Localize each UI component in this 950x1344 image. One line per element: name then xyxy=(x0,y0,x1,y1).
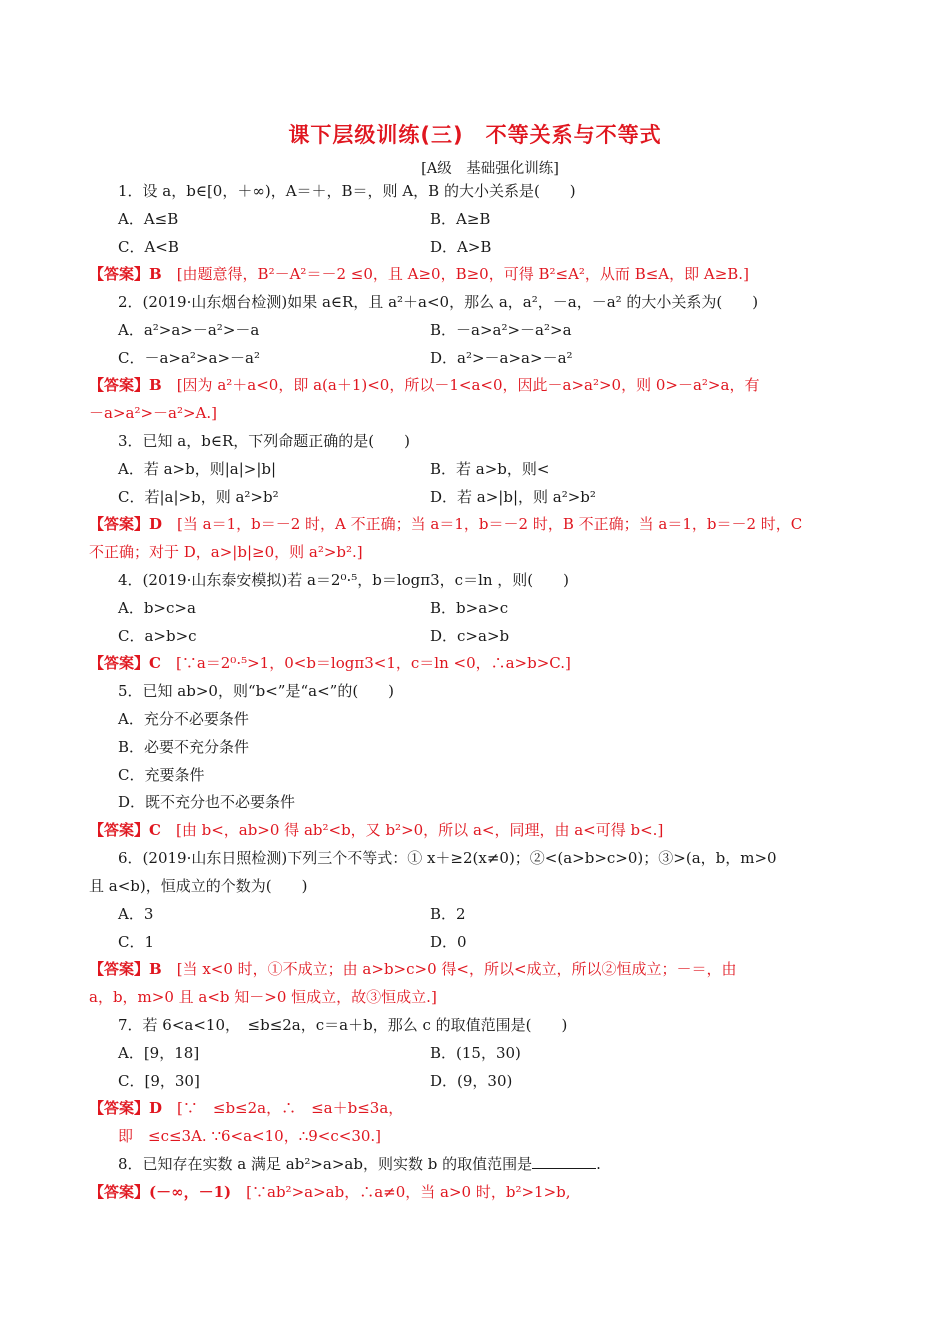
answer-tag: 【答案】 xyxy=(89,654,150,672)
answer-explanation: [∵ ≤b≤2a，∴ ≤a＋b≤3a， xyxy=(162,1099,404,1117)
q5-option-d: D．既不充分也不必要条件 xyxy=(118,793,296,811)
question-2-stem: 2．(2019·山东烟台检测)如果 a∈R，且 a²＋a<0，那么 a，a²，－a，－a² 的大小关系为( ) xyxy=(118,293,759,311)
answer-choice: D xyxy=(149,515,163,533)
q8-stem-text: 8．已知存在实数 a 满足 ab²>a>ab，则实数 b 的取值范围是 xyxy=(118,1155,533,1173)
q1-option-c: C．A<B xyxy=(118,238,179,256)
question-6-stem-continued: 且 a<b)，恒成立的个数为( ) xyxy=(89,877,308,895)
q4-option-c: C．a>b>c xyxy=(118,627,197,645)
q7-answer xyxy=(89,1098,403,1118)
q2-option-d: D．a²>－a>a>－a² xyxy=(430,349,573,367)
answer-explanation: [当 a＝1，b＝－2 时，A 不正确；当 a＝1，b＝－2 时，B 不正确；当 a＝1，b＝－2 时，C xyxy=(162,515,803,533)
question-4-stem: 4．(2019·山东泰安模拟)若 a＝2⁰·⁵，b＝logπ3，c＝ln ，则( ) xyxy=(118,571,570,589)
answer-explanation: [由题意得，B²－A²＝－2 ≤0，且 A≥0，B≥0，可得 B²≤A²，从而 B≤A，即 A≥B.] xyxy=(161,265,749,283)
answer-choice: B xyxy=(149,960,162,978)
question-8-stem xyxy=(118,1154,601,1174)
q3-option-a: A．若 a>b，则|a|>|b| xyxy=(118,460,277,478)
q7-option-a: A．[9，18] xyxy=(118,1044,200,1062)
q6-option-c: C．1 xyxy=(118,933,155,951)
q2-option-a: A．a²>a>－a²>－a xyxy=(118,321,260,339)
answer-tag: 【答案】 xyxy=(89,1099,150,1117)
q4-answer xyxy=(89,653,571,673)
answer-choice: C xyxy=(149,821,161,839)
answer-blank xyxy=(532,1154,596,1169)
q7-answer-continued: 即 ≤c≤3A. ∵6<a<10，∴9<c<30.] xyxy=(118,1127,382,1145)
q5-option-c: C．充要条件 xyxy=(118,766,205,784)
q7-option-d: D．(9，30) xyxy=(430,1072,513,1090)
q6-answer-continued: a，b，m>0 且 a<b 知－>0 恒成立，故③恒成立.] xyxy=(89,988,437,1006)
answer-tag: 【答案】 xyxy=(89,515,150,533)
q8-answer xyxy=(89,1182,571,1202)
question-7-stem: 7．若 6<a<10， ≤b≤2a，c＝a＋b，那么 c 的取值范围是( ) xyxy=(118,1016,568,1034)
answer-explanation: [当 x<0 时，①不成立；由 a>b>c>0 得<，所以<成立，所以②恒成立；－＝，由 xyxy=(161,960,737,978)
q1-option-a: A．A≤B xyxy=(118,210,179,228)
question-3-stem: 3．已知 a，b∈R，下列命题正确的是( ) xyxy=(118,432,410,450)
q3-option-d: D．若 a>|b|，则 a²>b² xyxy=(430,488,596,506)
q2-option-b: B．－a>a²>－a²>a xyxy=(430,321,572,339)
answer-tag: 【答案】 xyxy=(89,1183,150,1201)
q3-option-b: B．若 a>b，则< xyxy=(430,460,550,478)
answer-choice: B xyxy=(149,265,162,283)
answer-explanation: [由 b<，ab>0 得 ab²<b，又 b²>0，所以 a<，同理，由 a<可得 b<.] xyxy=(160,821,664,839)
q3-option-c: C．若|a|>b，则 a²>b² xyxy=(118,488,279,506)
page-title: 课下层级训练(三) 不等关系与不等式 xyxy=(288,123,662,147)
q4-option-d: D．c>a>b xyxy=(430,627,510,645)
q4-option-a: A．b>c>a xyxy=(118,599,196,617)
answer-tag: 【答案】 xyxy=(89,960,150,978)
q2-answer-continued: －a>a²>－a²>A.] xyxy=(89,404,218,422)
q1-option-d: D．A>B xyxy=(430,238,492,256)
answer-tag: 【答案】 xyxy=(89,265,150,283)
q5-answer xyxy=(89,820,663,840)
answer-explanation: [∵ab²>a>ab，∴a≠0，当 a>0 时，b²>1>b, xyxy=(231,1183,571,1201)
answer-choice: (－∞，－1) xyxy=(149,1183,232,1201)
question-6-stem: 6．(2019·山东日照检测)下列三个不等式：① x＋≥2(x≠0)；②<(a>b>c>0)；③>(a，b，m>0 xyxy=(118,849,777,867)
q3-answer-continued: 不正确；对于 D，a>|b|≥0，则 a²>b².] xyxy=(89,543,363,561)
section-heading: [A级 基础强化训练] xyxy=(421,161,559,177)
q1-answer xyxy=(89,264,749,284)
q6-option-a: A．3 xyxy=(118,905,154,923)
q6-answer xyxy=(89,959,737,979)
q1-option-b: B．A≥B xyxy=(430,210,491,228)
question-5-stem: 5．已知 ab>0，则“b<”是“a<”的( ) xyxy=(118,682,395,700)
answer-explanation: [∵a＝2⁰·⁵>1，0<b＝logπ3<1，c＝ln <0，∴a>b>C.] xyxy=(160,654,571,672)
question-1-stem: 1．设 a，b∈[0，＋∞)，A＝＋，B＝，则 A，B 的大小关系是( ) xyxy=(118,182,576,200)
answer-tag: 【答案】 xyxy=(89,376,150,394)
answer-choice: C xyxy=(149,654,161,672)
q6-option-d: D．0 xyxy=(430,933,467,951)
q3-answer xyxy=(89,514,802,534)
q5-option-a: A．充分不必要条件 xyxy=(118,710,249,728)
q7-option-c: C．[9，30] xyxy=(118,1072,200,1090)
q5-option-b: B．必要不充分条件 xyxy=(118,738,250,756)
q6-option-b: B．2 xyxy=(430,905,466,923)
q2-option-c: C．－a>a²>a>－a² xyxy=(118,349,260,367)
answer-choice: B xyxy=(149,376,162,394)
q8-stem-end: . xyxy=(596,1155,601,1173)
q2-answer xyxy=(89,375,759,395)
answer-choice: D xyxy=(149,1099,163,1117)
q7-option-b: B．(15，30) xyxy=(430,1044,521,1062)
answer-explanation: [因为 a²＋a<0，即 a(a＋1)<0，所以－1<a<0，因此－a>a²>0，则 0>－a²>a，有 xyxy=(161,376,760,394)
answer-tag: 【答案】 xyxy=(89,821,150,839)
q4-option-b: B．b>a>c xyxy=(430,599,509,617)
